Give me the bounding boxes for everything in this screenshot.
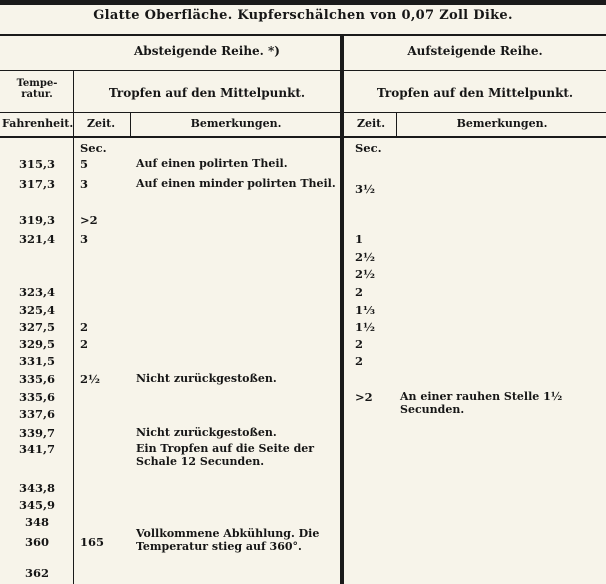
- temp-cell: 341,7: [18, 442, 55, 456]
- top-rule: [0, 0, 606, 5]
- temp-cell: 348: [24, 515, 49, 529]
- temp-cell: 339,7: [18, 426, 55, 440]
- remark-cell: Auf einen polirten Theil.: [136, 157, 288, 170]
- zeit-right-cell: 1½: [355, 320, 375, 334]
- temp-column-rule: [73, 70, 74, 584]
- body-top-rule: [0, 136, 606, 138]
- zeit-cell: >2: [80, 213, 98, 227]
- group-header-rule: [0, 70, 606, 71]
- drops-header-left: Tropfen auf den Mittelpunkt.: [108, 86, 306, 100]
- temp-cell: 319,3: [18, 213, 55, 227]
- group-header-ascending: Aufsteigende Reihe.: [407, 44, 543, 58]
- temp-cell: 329,5: [18, 337, 55, 351]
- zeit-header-left: Zeit.: [86, 117, 116, 130]
- temp-cell: 337,6: [18, 407, 55, 421]
- remark-cell: Vollkommene Abkühlung. Die Temperatur stieg auf 360°.: [136, 527, 320, 553]
- temp-cell: 321,4: [18, 232, 55, 246]
- temp-cell: 317,3: [18, 177, 55, 191]
- zeit-left-rule: [130, 112, 131, 138]
- temp-cell: 343,8: [18, 481, 55, 495]
- bemerkungen-header-left: Bemerkungen.: [190, 117, 282, 130]
- bemerkungen-header-right: Bemerkungen.: [456, 117, 548, 130]
- temp-cell: 345,9: [18, 498, 55, 512]
- unit-label-left: Sec.: [80, 141, 107, 155]
- zeit-right-cell: 3½: [355, 182, 375, 196]
- temp-cell: 335,6: [18, 390, 55, 404]
- remark-cell: Auf einen minder polirten Theil.: [136, 177, 336, 190]
- temp-cell: 315,3: [18, 157, 55, 171]
- table-caption: Glatte Oberfläche. Kupferschälchen von 0,07 Zoll Dike.: [93, 8, 513, 23]
- temp-cell: 327,5: [18, 320, 55, 334]
- zeit-right-cell: 2: [355, 337, 364, 351]
- temp-cell: 335,6: [18, 372, 55, 386]
- unit-label-right: Sec.: [355, 141, 382, 155]
- zeit-cell: 165: [80, 535, 105, 549]
- remark-cell: Nicht zurückgestoßen.: [136, 426, 277, 439]
- subheader-rule: [0, 112, 606, 113]
- center-divider: [340, 34, 344, 584]
- zeit-cell: 3: [80, 232, 89, 246]
- group-header-descending: Absteigende Reihe. *): [134, 44, 280, 58]
- zeit-right-rule: [396, 112, 397, 138]
- header-top-rule: [0, 34, 606, 36]
- zeit-cell: 2½: [80, 372, 100, 386]
- temperature-header: Tempe- ratur.: [16, 78, 58, 100]
- temp-cell: 331,5: [18, 354, 55, 368]
- zeit-right-cell: 2: [355, 285, 364, 299]
- zeit-right-cell: 1: [355, 232, 364, 246]
- remark-right-cell: An einer rauhen Stelle 1½ Secunden.: [400, 390, 563, 416]
- temp-cell: 362: [24, 566, 49, 580]
- remark-cell: Nicht zurückgestoßen.: [136, 372, 277, 385]
- zeit-cell: 3: [80, 177, 89, 191]
- zeit-right-cell: 2½: [355, 267, 375, 281]
- temp-cell: 360: [24, 535, 49, 549]
- drops-header-right: Tropfen auf den Mittelpunkt.: [376, 86, 574, 100]
- zeit-cell: 2: [80, 337, 89, 351]
- remark-cell: Ein Tropfen auf die Seite der Schale 12 Secunden.: [136, 442, 315, 468]
- zeit-right-cell: 2½: [355, 250, 375, 264]
- zeit-right-cell: 2: [355, 354, 364, 368]
- zeit-right-cell: 1⅓: [355, 303, 375, 317]
- zeit-right-cell: >2: [355, 390, 373, 404]
- temp-cell: 323,4: [18, 285, 55, 299]
- zeit-cell: 2: [80, 320, 89, 334]
- zeit-header-right: Zeit.: [356, 117, 386, 130]
- fahrenheit-header: Fahrenheit.: [2, 117, 74, 130]
- zeit-cell: 5: [80, 157, 89, 171]
- temp-cell: 325,4: [18, 303, 55, 317]
